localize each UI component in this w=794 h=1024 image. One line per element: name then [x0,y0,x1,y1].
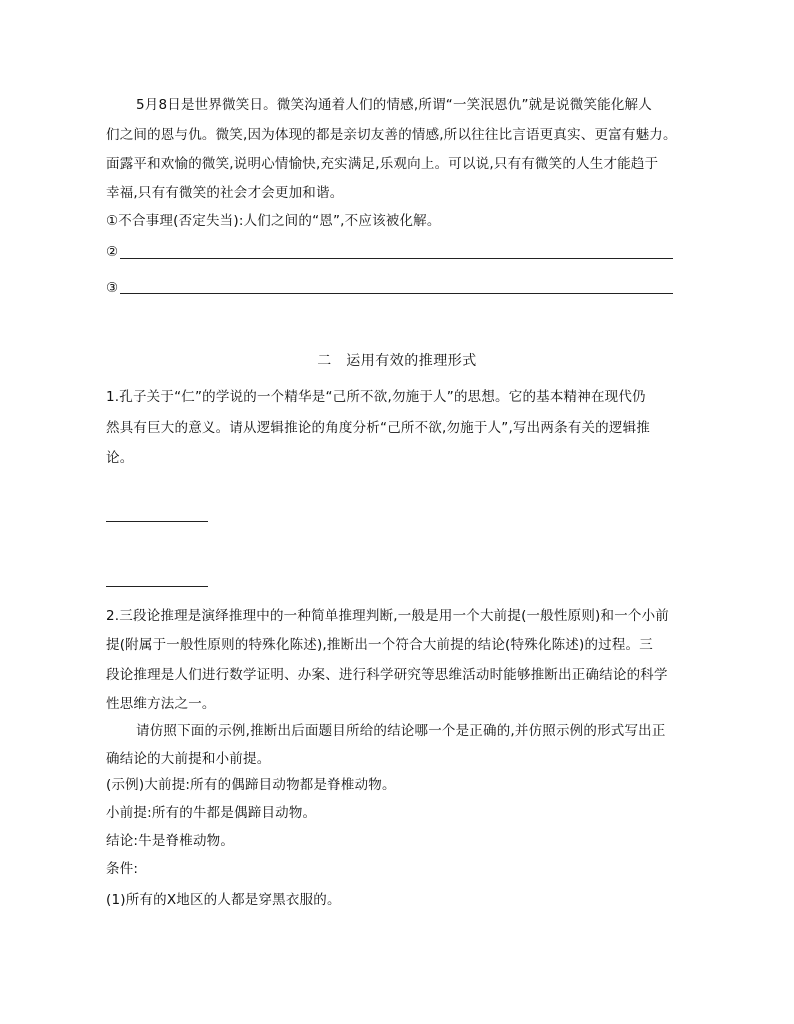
q1-answer-line-2[interactable] [106,586,208,587]
intro-item-3-label: ③ [106,280,119,296]
q2-example-conclusion: 结论:牛是脊椎动物。 [106,833,235,849]
q2-example-minor: 小前提:所有的牛都是偶蹄目动物。 [106,805,317,821]
q2-instruction-1: 请仿照下面的示例,推断出后面题目所给的结论哪一个是正确的,并仿照示例的形式写出正 [136,723,666,739]
q2-condition-1: (1)所有的X地区的人都是穿黑衣服的。 [106,892,341,908]
q1-answer-line-1[interactable] [106,521,208,522]
answer-line-3[interactable] [120,293,673,294]
intro-line-4: 幸福,只有有微笑的社会才会更加和谐。 [106,185,344,201]
intro-line-1: 5月8日是世界微笑日。微笑沟通着人们的情感,所谓“一笑泯恩仇”就是说微笑能化解人 [136,97,652,113]
intro-item-2-label: ② [106,244,119,260]
q1-line-2: 然具有巨大的意义。请从逻辑推论的角度分析“己所不欲,勿施于人”,写出两条有关的逻辑推 [106,420,650,436]
intro-item-1: ①不合事理(否定失当):人们之间的“恩”,不应该被化解。 [106,213,441,229]
q1-line-1: 1.孔子关于“仁”的学说的一个精华是“己所不欲,勿施于人”的思想。它的基本精神在现代仍 [106,389,646,405]
section-heading: 二 运用有效的推理形式 [317,353,477,369]
q2-instruction-2: 确结论的大前提和小前提。 [106,751,271,767]
intro-line-2: 们之间的恩与仇。微笑,因为体现的都是亲切友善的情感,所以往往比言语更真实、更富有魅力。 [106,127,677,143]
q2-example-major: (示例)大前提:所有的偶蹄目动物都是脊椎动物。 [106,777,396,793]
q2-conditions-label: 条件: [106,861,139,877]
q2-line-1: 2.三段论推理是演绎推理中的一种简单推理判断,一般是用一个大前提(一般性原则)和一个小前 [106,608,670,624]
intro-line-3: 面露平和欢愉的微笑,说明心情愉快,充实满足,乐观向上。可以说,只有有微笑的人生才能趋于 [106,156,659,172]
q2-line-3: 段论推理是人们进行数学证明、办案、进行科学研究等思维活动时能够推断出正确结论的科学 [106,667,668,683]
q2-line-4: 性思维方法之一。 [106,696,216,712]
q1-line-3: 论。 [106,450,134,466]
answer-line-2[interactable] [120,258,673,259]
q2-line-2: 提(附属于一般性原则的特殊化陈述),推断出一个符合大前提的结论(特殊化陈述)的过程。三 [106,637,653,653]
